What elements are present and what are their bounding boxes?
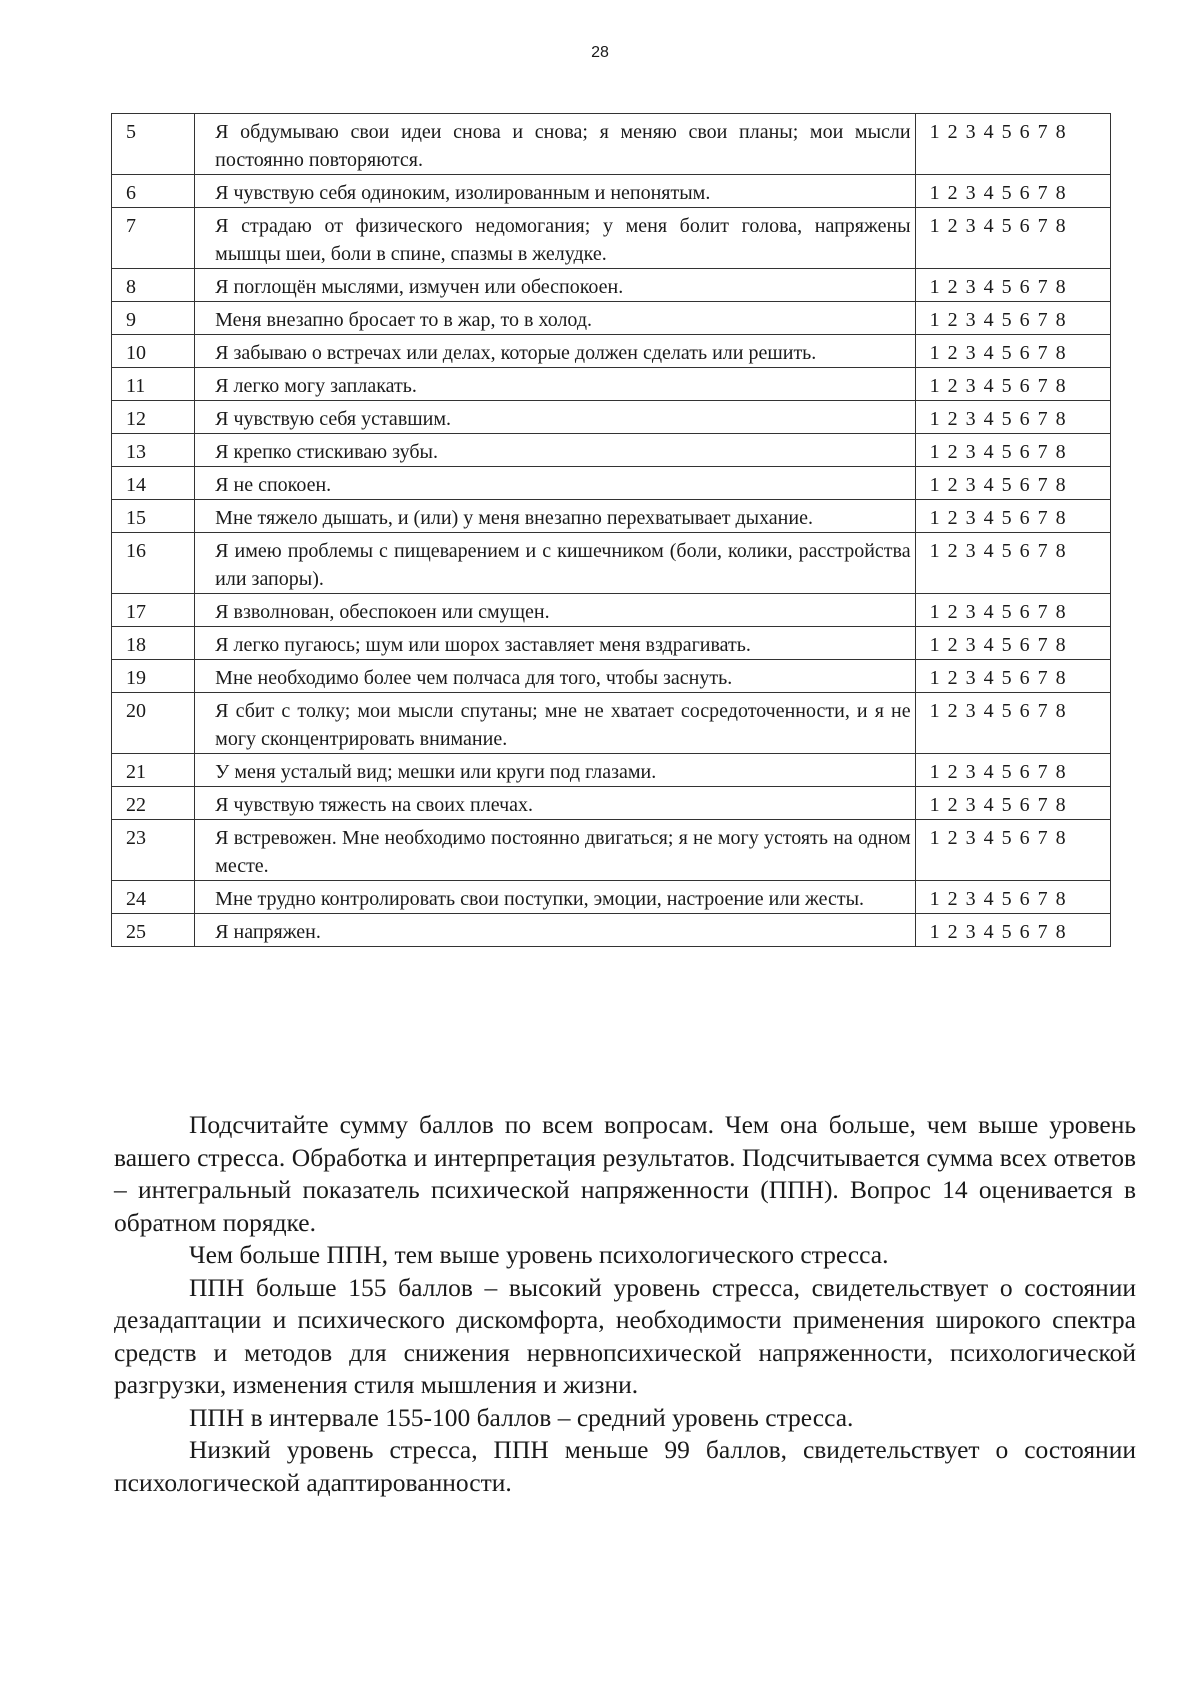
table-row: [112, 754, 1111, 787]
rating-scale: 1 2 3 4 5 6 7 8: [915, 881, 1110, 914]
item-statement: Я имею проблемы с пищеварением и с кишечником (боли, колики, расстройства или запоры).: [195, 533, 915, 594]
item-number: 10: [112, 335, 195, 368]
rating-scale: 1 2 3 4 5 6 7 8: [915, 175, 1110, 208]
table-row: [112, 914, 1111, 947]
item-statement: Я крепко стискиваю зубы.: [195, 434, 915, 467]
item-number: 8: [112, 269, 195, 302]
table-row: [112, 302, 1111, 335]
table-row: [112, 881, 1111, 914]
table-row: [112, 660, 1111, 693]
item-number: 11: [112, 368, 195, 401]
item-statement: Я легко могу заплакать.: [195, 368, 915, 401]
rating-scale: 1 2 3 4 5 6 7 8: [915, 302, 1110, 335]
rating-scale: 1 2 3 4 5 6 7 8: [915, 401, 1110, 434]
item-statement: Я чувствую себя одиноким, изолированным и непонятым.: [195, 175, 915, 208]
item-number: 14: [112, 467, 195, 500]
item-number: 9: [112, 302, 195, 335]
item-statement: Мне тяжело дышать, и (или) у меня внезапно перехватывает дыхание.: [195, 500, 915, 533]
table-row: [112, 500, 1111, 533]
item-number: 13: [112, 434, 195, 467]
table-row: [112, 693, 1111, 754]
rating-scale: 1 2 3 4 5 6 7 8: [915, 787, 1110, 820]
item-statement: Я сбит с толку; мои мысли спутаны; мне не хватает сосредоточенности, и я не могу сконцентрировать внимание.: [195, 693, 915, 754]
item-number: 7: [112, 208, 195, 269]
item-number: 17: [112, 594, 195, 627]
item-statement: Я напряжен.: [195, 914, 915, 947]
item-statement: Я взволнован, обеспокоен или смущен.: [195, 594, 915, 627]
questionnaire-table: [111, 113, 1111, 947]
item-statement: Я обдумываю свои идеи снова и снова; я меняю свои планы; мои мысли постоянно повторяются.: [195, 114, 915, 175]
item-number: 24: [112, 881, 195, 914]
rating-scale: 1 2 3 4 5 6 7 8: [915, 269, 1110, 302]
item-statement: Я страдаю от физического недомогания; у меня болит голова, напряжены мышцы шеи, боли в спине, спазмы в желудке.: [195, 208, 915, 269]
table-row: [112, 820, 1111, 881]
item-number: 25: [112, 914, 195, 947]
rating-scale: 1 2 3 4 5 6 7 8: [915, 335, 1110, 368]
table-row: [112, 533, 1111, 594]
rating-scale: 1 2 3 4 5 6 7 8: [915, 820, 1110, 881]
item-statement: Я встревожен. Мне необходимо постоянно двигаться; я не могу устоять на одном месте.: [195, 820, 915, 881]
table-row: [112, 335, 1111, 368]
rating-scale: 1 2 3 4 5 6 7 8: [915, 368, 1110, 401]
item-statement: Я чувствую тяжесть на своих плечах.: [195, 787, 915, 820]
item-number: 12: [112, 401, 195, 434]
rating-scale: 1 2 3 4 5 6 7 8: [915, 467, 1110, 500]
rating-scale: 1 2 3 4 5 6 7 8: [915, 754, 1110, 787]
item-statement: Я чувствую себя уставшим.: [195, 401, 915, 434]
paragraph: Подсчитайте сумму баллов по всем вопросам. Чем она больше, чем выше уровень вашего стресса. Обработка и интерпретация результатов. Подсчитывается сумма всех ответов – интегральный показатель психической напряженности (ППН). Вопрос 14 оценивается в обратном порядке.: [114, 1110, 1136, 1237]
table-row: [112, 594, 1111, 627]
page-number: 28: [591, 44, 609, 61]
item-statement: Я не спокоен.: [195, 467, 915, 500]
table-row: [112, 467, 1111, 500]
table-row: [112, 208, 1111, 269]
table-row: [112, 114, 1111, 175]
table-row: [112, 269, 1111, 302]
rating-scale: 1 2 3 4 5 6 7 8: [915, 660, 1110, 693]
item-number: 20: [112, 693, 195, 754]
item-statement: Я забываю о встречах или делах, которые должен сделать или решить.: [195, 335, 915, 368]
item-number: 19: [112, 660, 195, 693]
paragraph: Низкий уровень стресса, ППН меньше 99 баллов, свидетельствует о состоянии психологической адаптированности.: [114, 1435, 1136, 1497]
rating-scale: 1 2 3 4 5 6 7 8: [915, 114, 1110, 175]
item-statement: Меня внезапно бросает то в жар, то в холод.: [195, 302, 915, 335]
rating-scale: 1 2 3 4 5 6 7 8: [915, 914, 1110, 947]
paragraph: ППН больше 155 баллов – высокий уровень стресса, свидетельствует о состоянии дезадаптации и психического дискомфорта, необходимости применения широкого спектра средств и методов для снижения нервнопсихической напряженности, психологической разгрузки, изменения стиля мышления и жизни.: [114, 1272, 1136, 1399]
paragraph: ППН в интервале 155-100 баллов – средний уровень стресса.: [189, 1402, 854, 1432]
item-number: 5: [112, 114, 195, 175]
rating-scale: 1 2 3 4 5 6 7 8: [915, 500, 1110, 533]
rating-scale: 1 2 3 4 5 6 7 8: [915, 533, 1110, 594]
item-number: 21: [112, 754, 195, 787]
rating-scale: 1 2 3 4 5 6 7 8: [915, 434, 1110, 467]
item-number: 18: [112, 627, 195, 660]
item-number: 23: [112, 820, 195, 881]
rating-scale: 1 2 3 4 5 6 7 8: [915, 594, 1110, 627]
table-row: [112, 787, 1111, 820]
interpretation-text: [114, 1109, 1136, 1499]
table-row: [112, 627, 1111, 660]
item-statement: Я поглощён мыслями, измучен или обеспокоен.: [195, 269, 915, 302]
rating-scale: 1 2 3 4 5 6 7 8: [915, 627, 1110, 660]
item-number: 6: [112, 175, 195, 208]
item-number: 16: [112, 533, 195, 594]
rating-scale: 1 2 3 4 5 6 7 8: [915, 693, 1110, 754]
paragraph: Чем больше ППН, тем выше уровень психологического стресса.: [189, 1240, 889, 1269]
item-statement: Мне необходимо более чем полчаса для того, чтобы заснуть.: [195, 660, 915, 693]
item-number: 22: [112, 787, 195, 820]
table-row: [112, 401, 1111, 434]
item-statement: Я легко пугаюсь; шум или шорох заставляет меня вздрагивать.: [195, 627, 915, 660]
table-row: [112, 368, 1111, 401]
item-number: 15: [112, 500, 195, 533]
item-statement: Мне трудно контролировать свои поступки, эмоции, настроение или жесты.: [195, 881, 915, 914]
rating-scale: 1 2 3 4 5 6 7 8: [915, 208, 1110, 269]
table-row: [112, 434, 1111, 467]
item-statement: У меня усталый вид; мешки или круги под глазами.: [195, 754, 915, 787]
table-row: [112, 175, 1111, 208]
